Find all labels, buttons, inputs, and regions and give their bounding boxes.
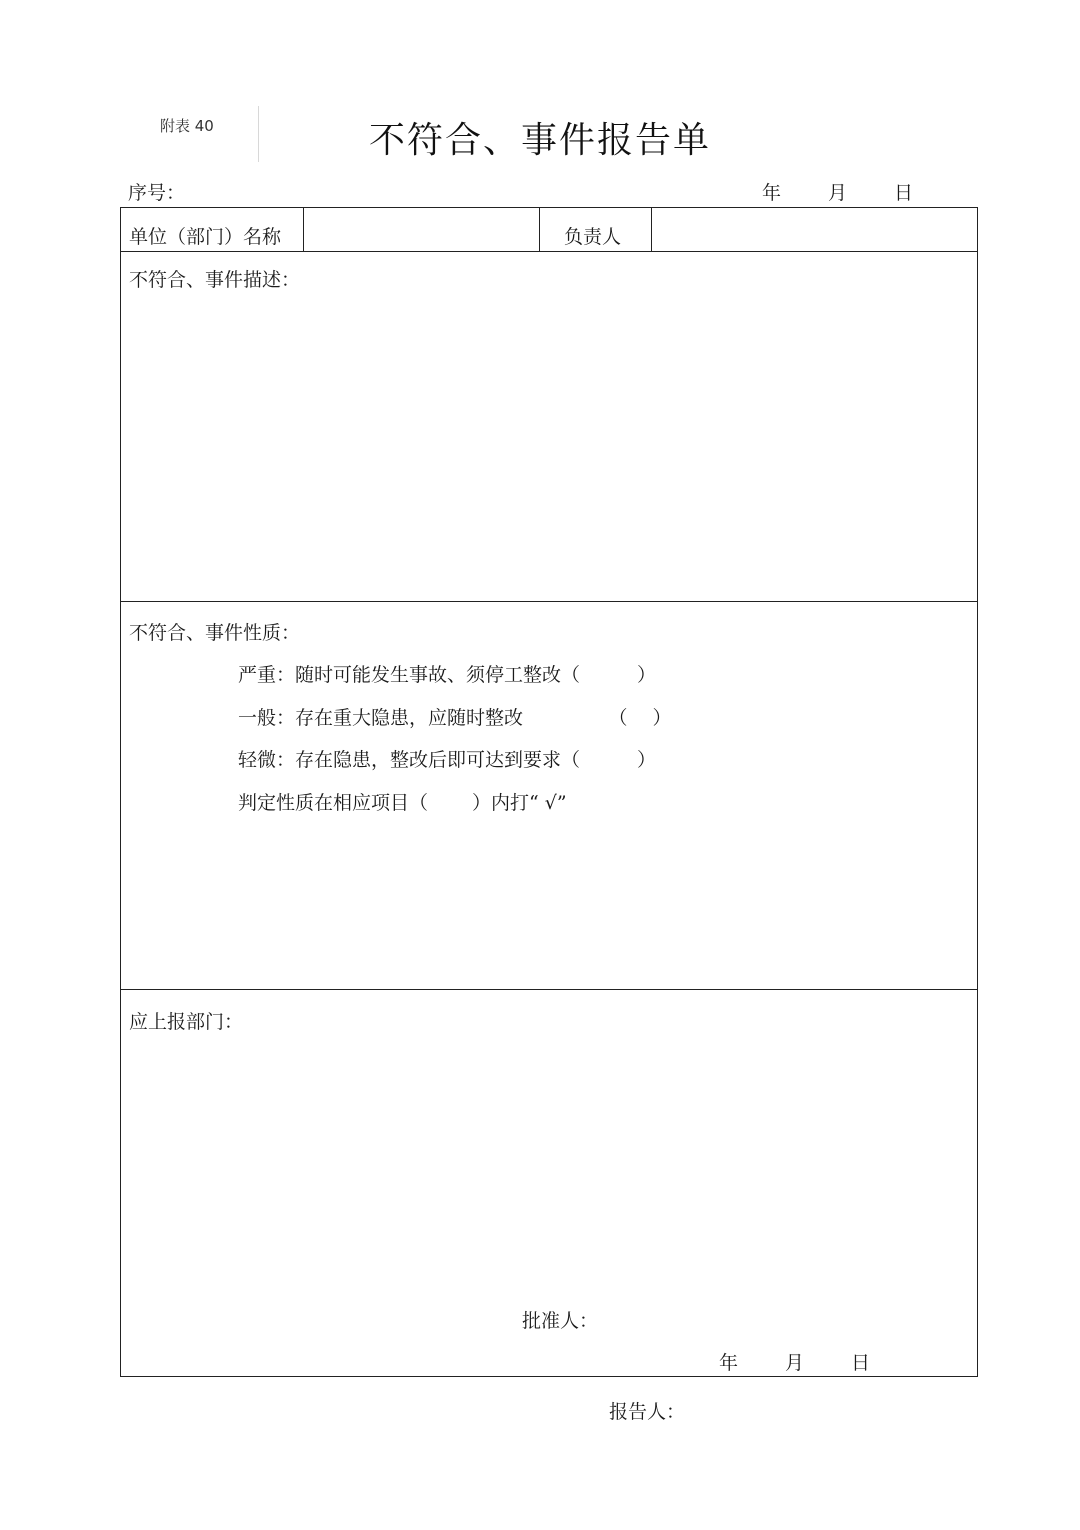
column-divider [303, 208, 304, 251]
serial-number-label: 序号： [128, 182, 186, 204]
nature-option-general: 一般：存在重大隐患，应随时整改 （ ） [238, 707, 672, 729]
approval-date [719, 1348, 870, 1375]
nature-option-serious: 严重：随时可能发生事故、须停工整改（ ） [238, 664, 657, 686]
approval-day-label: 日 [851, 1352, 871, 1374]
unit-name-field[interactable] [311, 212, 539, 246]
column-divider [651, 208, 652, 251]
approver-label: 批准人： [522, 1310, 599, 1332]
nature-instruction: 判定性质在相应项目（ ）内打“ √” [238, 792, 567, 814]
appendix-label: 附表 40 [160, 117, 214, 135]
approval-month-label: 月 [785, 1352, 805, 1374]
row-divider [121, 251, 977, 252]
reporter-label: 报告人： [609, 1401, 686, 1423]
header-date [762, 178, 913, 205]
date-month-label: 月 [828, 182, 848, 204]
report-department-label: 应上报部门： [129, 1011, 244, 1033]
date-day-label: 日 [894, 182, 914, 204]
row-divider [121, 989, 977, 990]
date-year-label: 年 [762, 182, 782, 204]
form-title: 不符合、事件报告单 [368, 120, 711, 161]
nature-option-minor: 轻微：存在隐患，整改后即可达到要求（ ） [238, 749, 657, 771]
responsible-person-field[interactable] [659, 212, 969, 246]
unit-name-label: 单位（部门）名称 [129, 226, 282, 248]
responsible-person-label: 负责人 [564, 226, 622, 248]
approval-year-label: 年 [719, 1352, 739, 1374]
report-form-table [120, 207, 978, 1377]
row-divider [121, 601, 977, 602]
nature-label: 不符合、事件性质： [129, 622, 301, 644]
description-label: 不符合、事件描述： [129, 269, 301, 291]
column-divider [539, 208, 540, 251]
